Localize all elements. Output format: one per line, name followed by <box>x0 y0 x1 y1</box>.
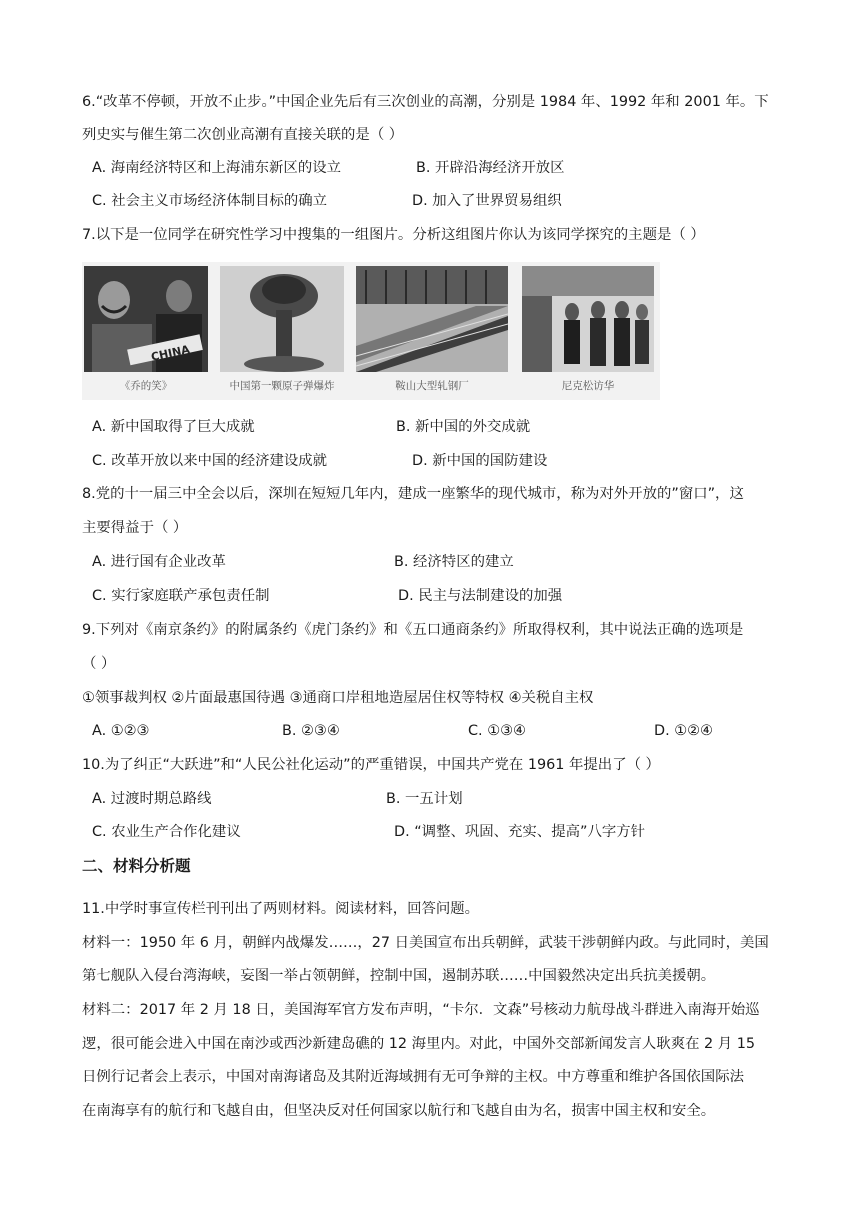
q8-option-c: C. 实行家庭联产承包责任制 <box>92 588 270 604</box>
q9-stem-line2: （ ） <box>82 656 116 672</box>
photo-caption-1: 《乔的笑》 <box>119 380 173 392</box>
q11-material1-line2: 第七舰队入侵台湾海峡，妄图一举占领朝鲜，控制中国，遏制苏联……中国毅然决定出兵抗美援朝。 <box>82 968 716 984</box>
q11-material2-line2: 逻，很可能会进入中国在南沙或西沙新建岛礁的 12 海里内。对此，中国外交部新闻发言人耿爽在 2 月 15 <box>82 1036 756 1052</box>
photo-joe-smile <box>84 266 208 372</box>
q7-stem-line1: 7.以下是一位同学在研究性学习中搜集的一组图片。分析这组图片你认为该同学探究的主题是（ ） <box>82 227 705 243</box>
q11-material2-line4: 在南海享有的航行和飞越自由，但坚决反对任何国家以航行和飞越自由为名，损害中国主权和安全。 <box>82 1103 716 1119</box>
q9-option-c: C. ①③④ <box>468 723 526 739</box>
q7-option-b: B. 新中国的外交成就 <box>396 419 531 435</box>
photo-nixon-visit <box>522 266 654 372</box>
q9-option-b: B. ②③④ <box>282 723 340 739</box>
q8-stem-line1: 8.党的十一届三中全会以后，深圳在短短几年内，建成一座繁华的现代城市，称为对外开放的”窗口”，这 <box>82 486 744 502</box>
q6-option-b: B. 开辟沿海经济开放区 <box>416 160 565 176</box>
q10-option-a: A. 过渡时期总路线 <box>92 791 212 807</box>
q8-option-d: D. 民主与法制建设的加强 <box>398 588 563 604</box>
q8-option-a: A. 进行国有企业改革 <box>92 554 226 570</box>
photo-atomic-bomb <box>220 266 344 372</box>
photo-caption-3: 鞍山大型轧钢厂 <box>395 380 469 392</box>
q7-option-a: A. 新中国取得了巨大成就 <box>92 419 255 435</box>
q6-option-d: D. 加入了世界贸易组织 <box>412 193 562 209</box>
q11-material2-line1: 材料二：2017 年 2 月 18 日，美国海军官方发布声明，“卡尔．文森”号核动力航母战斗群进入南海开始巡 <box>82 1002 760 1018</box>
q7-photo-strip <box>82 262 660 400</box>
q10-option-c: C. 农业生产合作化建议 <box>92 824 241 840</box>
q6-stem-line1: 6.“改革不停顿，开放不止步。”中国企业先后有三次创业的高潮，分别是 1984 年、1992 年和 2001 年。下 <box>82 94 769 110</box>
section-heading: 二、材料分析题 <box>82 857 191 875</box>
photo-caption-4: 尼克松访华 <box>561 380 615 392</box>
photo-caption-2: 中国第一颗原子弹爆炸 <box>229 380 335 392</box>
q6-stem-line2: 列史实与催生第二次创业高潮有直接关联的是（ ） <box>82 127 404 143</box>
q6-option-a: A. 海南经济特区和上海浦东新区的设立 <box>92 160 341 176</box>
q10-option-d: D. “调整、巩固、充实、提高”八字方针 <box>394 824 646 840</box>
photo-sign-text: CHINA <box>149 342 191 364</box>
q9-items: ①领事裁判权 ②片面最惠国待遇 ③通商口岸租地造屋居住权等特权 ④关税自主权 <box>82 690 594 706</box>
q11-material1-line1: 材料一：1950 年 6 月，朝鲜内战爆发……，27 日美国宣布出兵朝鲜，武装干涉朝鲜内政。与此同时，美国 <box>82 935 769 951</box>
q10-option-b: B. 一五计划 <box>386 791 463 807</box>
photo-steel-mill <box>356 266 508 372</box>
q11-stem-line1: 11.中学时事宣传栏刊刊出了两则材料。阅读材料，回答问题。 <box>82 901 480 917</box>
q11-material2-line3: 日例行记者会上表示，中国对南海诸岛及其附近海域拥有无可争辩的主权。中方尊重和维护各国依国际法 <box>82 1069 744 1085</box>
q8-option-b: B. 经济特区的建立 <box>394 554 514 570</box>
q8-stem-line2: 主要得益于（ ） <box>82 520 188 536</box>
q7-option-d: D. 新中国的国防建设 <box>412 453 548 469</box>
q10-stem-line1: 10.为了纠正“大跃进”和“人民公社化运动”的严重错误，中国共产党在 1961 年提出了（ ） <box>82 757 660 773</box>
q9-stem-line1: 9.下列对《南京条约》的附属条约《虎门条约》和《五口通商条约》所取得权利，其中说法正确的选项是 <box>82 622 744 638</box>
q7-option-c: C. 改革开放以来中国的经济建设成就 <box>92 453 328 469</box>
q9-option-d: D. ①②④ <box>654 723 713 739</box>
q6-option-c: C. 社会主义市场经济体制目标的确立 <box>92 193 328 209</box>
q9-option-a: A. ①②③ <box>92 723 150 739</box>
